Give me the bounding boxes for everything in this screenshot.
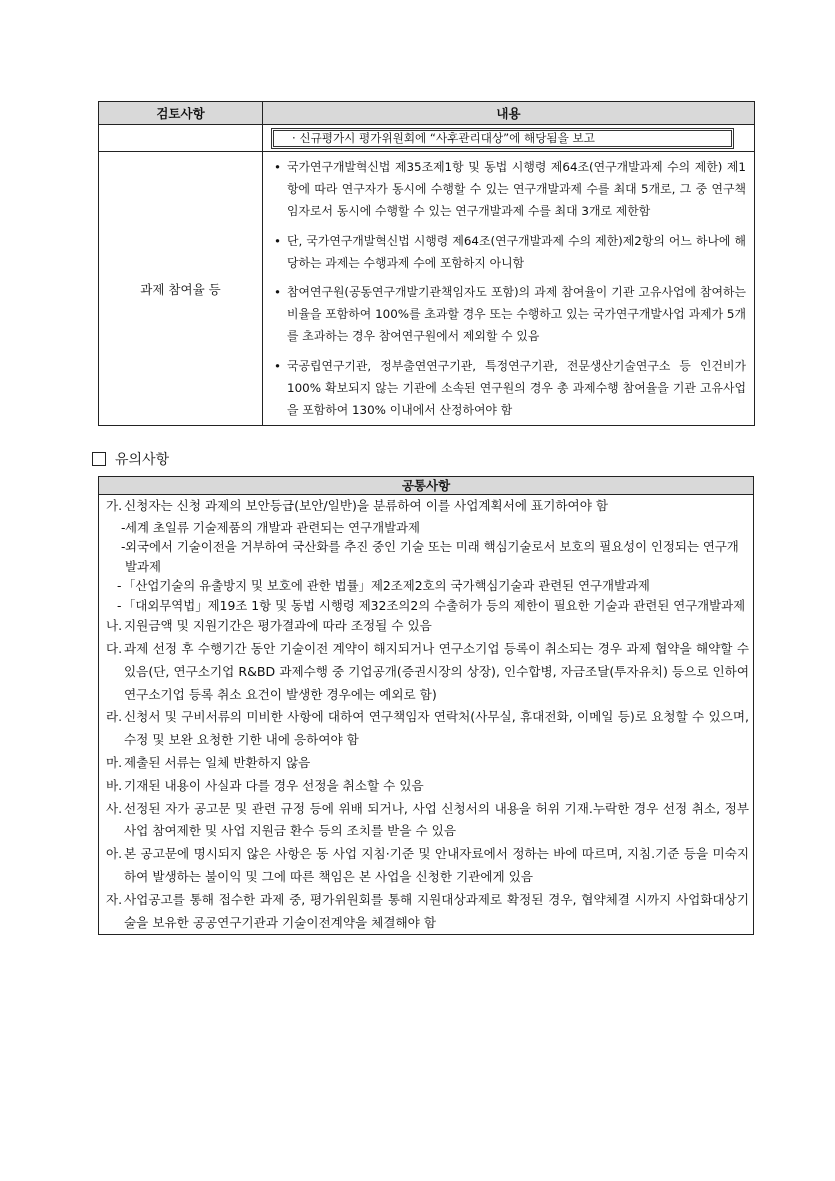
report-box-cell [263,125,755,152]
bullet-item: • 참여연구원(공동연구개발기관책임자도 포함)의 과제 참여율이 기관 고유사업에 참여하는 비율을 포함하여 100%를 초과할 경우 또는 수행하고 있는 국가연구개발사업 과제가 5개를 초과하는 경우 참여연구원에서 제외할 수 있음 [273,281,746,348]
note-sub-item: - 「산업기술의 유출방지 및 보호에 관한 법률」제2조제2호의 국가핵심기술과 관련된 연구개발과제 [117,578,650,594]
note-item: 다. 과제 선정 후 수행기간 동안 기술이전 계약이 해지되거나 연구소기업 등록이 취소되는 경우 과제 협약을 해약할 수 있음(단, 연구소기업 R&BD 과제수행 중 기업공개(증권시장의 상장), 인수합병, 자금조달(투자유치) 등으로 인하여 연구소기업 등록 취소 요건이 발생한 경우에는 예외로 함) [106,641,749,702]
note-sub-item: - 세계 초일류 기술제품의 개발과 관련되는 연구개발과제 [121,519,420,535]
checkbox-square-icon [92,452,106,466]
participation-content [263,152,755,426]
bullet-item: • 국가연구개발혁신법 제35조제1항 및 동법 시행령 제64조(연구개발과제 수의 제한) 제1항에 따라 연구자가 동시에 수행할 수 있는 연구개발과제 수를 최대 5개로, 그 중 연구책임자로서 동시에 수행할 수 있는 연구개발과제 수를 최대 3개로 제한함 [273,156,746,223]
common-notes-body [99,495,753,934]
note-item-ga [103,495,749,518]
empty-cell [99,125,263,152]
note-item: 아. 본 공고문에 명시되지 않은 사항은 동 사업 지침·기준 및 안내자료에서 정하는 바에 따르며, 지침.기준 등을 미숙지하여 발생하는 불이익 및 그에 따른 책임은 본 사업을 신청한 기관에게 있음 [106,846,749,885]
note-label: 가. [106,498,123,513]
note-text: 신청자는 신청 과제의 보안등급(보안/일반)을 분류하여 이를 사업계획서에 표기하여야 함 [124,498,609,513]
participation-label: 과제 참여율 등 [99,152,263,426]
note-item: 나. 지원금액 및 지원기간은 평가결과에 따라 조정될 수 있음 [106,618,432,634]
common-notes-header: 공통사항 [99,477,753,495]
common-notes-table [98,476,754,935]
note-sub-item: - 「대외무역법」제19조 1항 및 동법 시행령 제32조의2의 수출허가 등의 제한이 필요한 기술과 관련된 연구개발과제 [117,597,746,613]
participation-bullet-list [263,152,754,425]
notes-section-title: 유의사항 [115,452,170,468]
header-content: 내용 [263,102,755,125]
notes-section-heading [92,449,169,469]
note-item: 사. 선정된 자가 공고문 및 관련 규정 등에 위배 되거나, 사업 신청서의 내용을 허위 기재.누락한 경우 선정 취소, 정부 사업 참여제한 및 사업 지원금 환수 등의 조치를 받을 수 있음 [106,800,749,839]
bullet-item: • 단, 국가연구개발혁신법 시행령 제64조(연구개발과제 수의 제한)제2항의 어느 하나에 해당하는 과제는 수행과제 수에 포함하지 아니함 [273,230,746,274]
note-item: 라. 신청서 및 구비서류의 미비한 사항에 대하여 연구책임자 연락처(사무실, 휴대전화, 이메일 등)로 요청할 수 있으며, 수정 및 보완 요청한 기한 내에 응하여야 함 [106,709,749,748]
note-item: 마. 제출된 서류는 일체 반환하지 않음 [106,755,311,771]
note-sub-item: - 외국에서 기술이전을 거부하여 국산화를 추진 중인 기술 또는 미래 핵심기술로서 보호의 필요성이 인정되는 연구개발과제 [121,539,739,574]
review-table [98,101,755,426]
header-review-item: 검토사항 [99,102,263,125]
bullet-item: • 국공립연구기관, 정부출연연구기관, 특정연구기관, 전문생산기술연구소 등 인건비가 100% 확보되지 않는 기관에 소속된 연구원의 경우 총 과제수행 참여율을 기관 고유사업을 포함하여 130% 이내에서 산정하여야 함 [273,355,746,422]
note-item: 자. 사업공고를 통해 접수한 과제 중, 평가위원회를 통해 지원대상과제로 확정된 경우, 협약체결 시까지 사업화대상기술을 보유한 공공연구기관과 기술이전계약을 체결해야 함 [106,891,749,930]
report-box: · 신규평가시 평가위원회에 “사후관리대상”에 해당됨을 보고 [273,130,732,147]
note-item: 바. 기재된 내용이 사실과 다를 경우 선정을 취소할 수 있음 [106,777,424,793]
